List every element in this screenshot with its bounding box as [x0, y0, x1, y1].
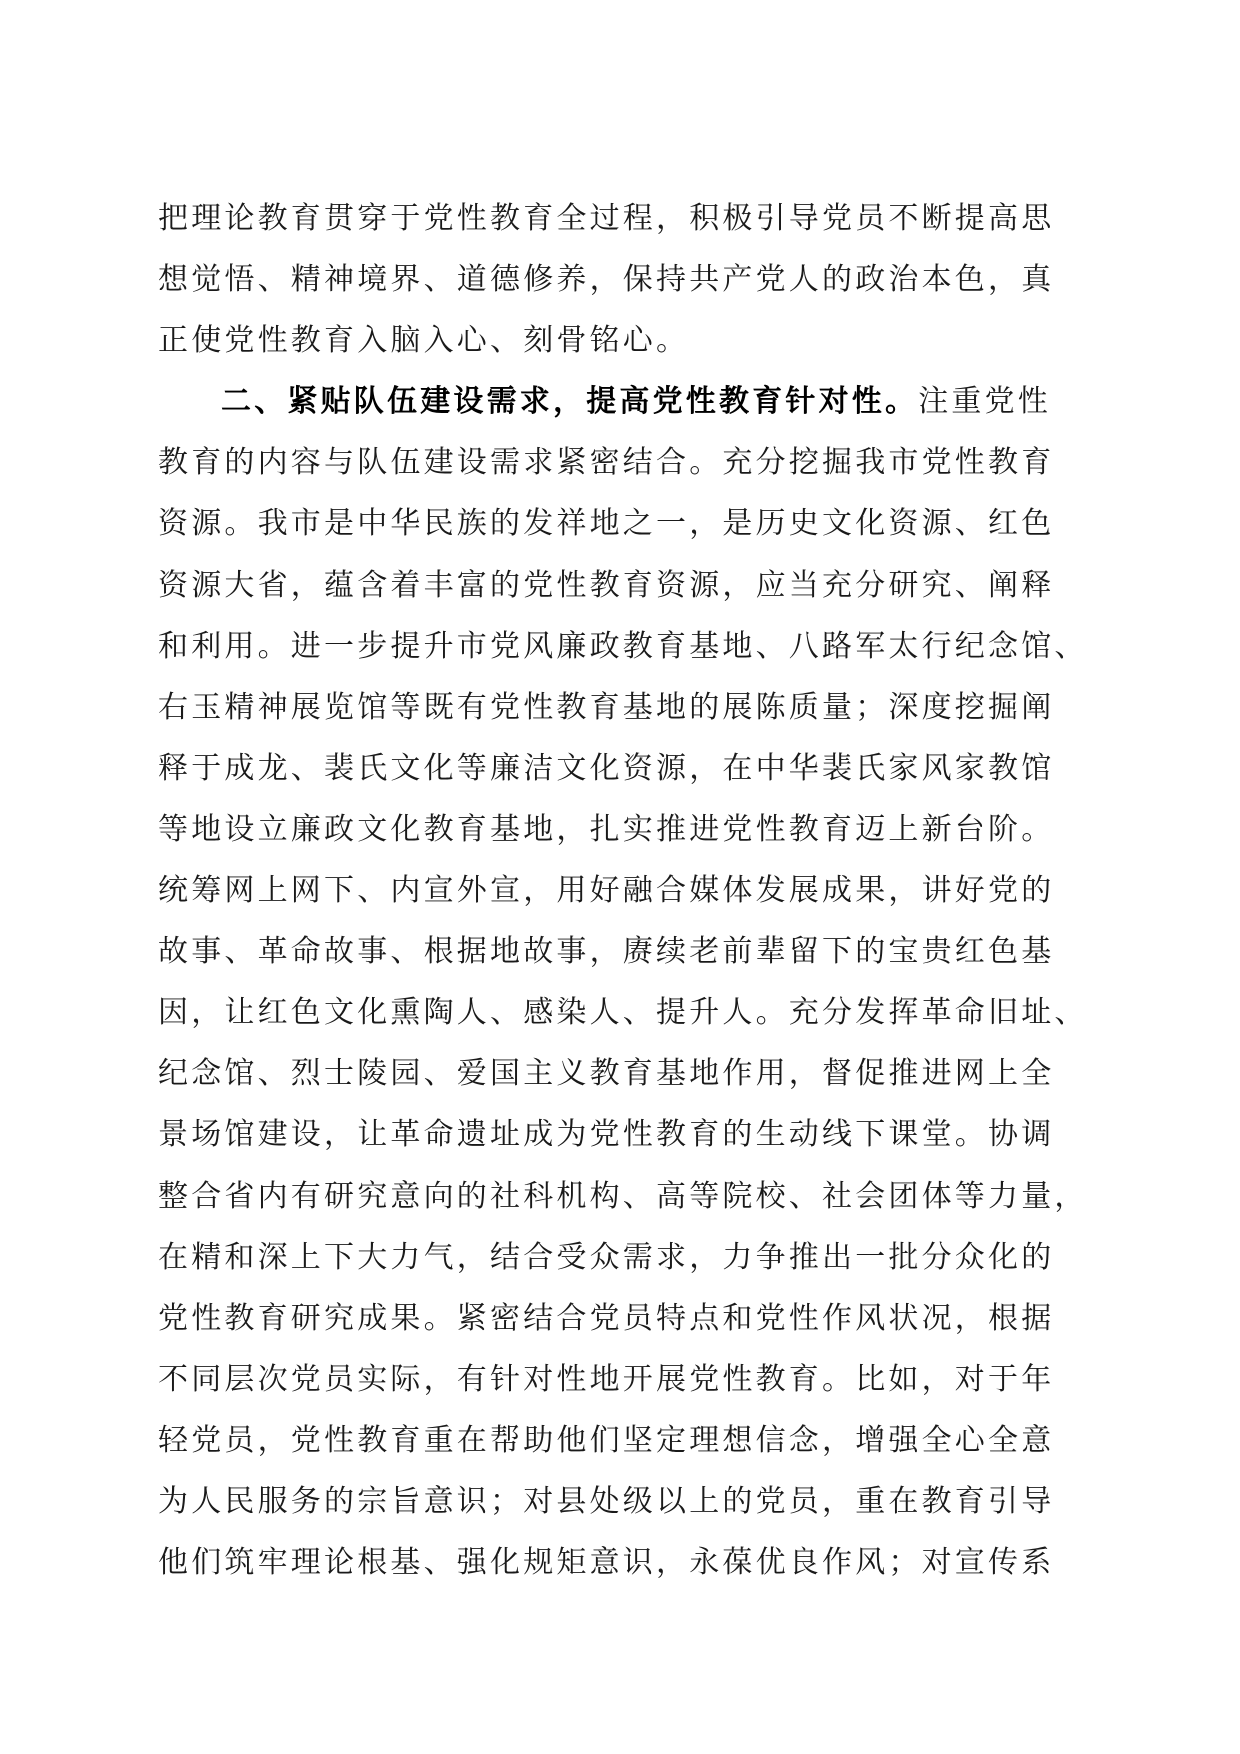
text-line: 等地设立廉政文化教育基地，扎实推进党性教育迈上新台阶。: [158, 811, 1055, 847]
text-line: 右玉精神展览馆等既有党性教育基地的展陈质量；深度挖掘阐: [158, 689, 1055, 725]
body-text: [158, 188, 1088, 1593]
text-line: 把理论教育贯穿于党性教育全过程，积极引导党员不断提高思: [158, 201, 1055, 236]
text-line: 景场馆建设，让革命遗址成为党性教育的生动线下课堂。协调: [158, 1117, 1055, 1153]
section-heading-line: [158, 371, 1058, 432]
text-line: 统筹网上网下、内宣外宣，用好融合媒体发展成果，讲好党的: [158, 873, 1055, 909]
text-line: 故事、革命故事、根据地故事，赓续老前辈留下的宝贵红色基: [158, 934, 1055, 970]
text-line: 因，让红色文化熏陶人、感染人、提升人。充分发挥革命旧址、: [158, 995, 1088, 1031]
text-line: 轻党员，党性教育重在帮助他们坚定理想信念，增强全心全意: [158, 1422, 1055, 1458]
text-line: 不同层次党员实际，有针对性地开展党性教育。比如，对于年: [158, 1361, 1055, 1397]
text-line: 想觉悟、精神境界、道德修养，保持共产党人的政治本色，真: [158, 262, 1055, 298]
text-line: 为人民服务的宗旨意识；对县处级以上的党员，重在教育引导: [158, 1483, 1055, 1519]
text-line: 纪念馆、烈士陵园、爱国主义教育基地作用，督促推进网上全: [158, 1056, 1055, 1092]
text-line: 资源。我市是中华民族的发祥地之一，是历史文化资源、红色: [158, 506, 1055, 542]
section-heading: 二、紧贴队伍建设需求，提高党性教育针对性。: [221, 384, 919, 420]
text-line: 他们筑牢理论根基、强化规矩意识，永葆优良作风；对宣传系: [158, 1545, 1055, 1581]
text-line: 正使党性教育入脑入心、刻骨铭心。: [158, 323, 690, 359]
text-line: 教育的内容与队伍建设需求紧密结合。充分挖掘我市党性教育: [158, 445, 1055, 481]
text-line: 释于成龙、裴氏文化等廉洁文化资源，在中华裴氏家风家教馆: [158, 750, 1055, 786]
text-line: 整合省内有研究意向的社科机构、高等院校、社会团体等力量，: [158, 1178, 1088, 1214]
text-line: 资源大省，蕴含着丰富的党性教育资源，应当充分研究、阐释: [158, 567, 1055, 603]
section-heading-tail: 注重党性: [918, 384, 1052, 420]
text-line: 在精和深上下大力气，结合受众需求，力争推出一批分众化的: [158, 1239, 1055, 1275]
text-line: 和利用。进一步提升市党风廉政教育基地、八路军太行纪念馆、: [158, 628, 1088, 664]
text-line: 党性教育研究成果。紧密结合党员特点和党性作风状况，根据: [158, 1300, 1055, 1336]
